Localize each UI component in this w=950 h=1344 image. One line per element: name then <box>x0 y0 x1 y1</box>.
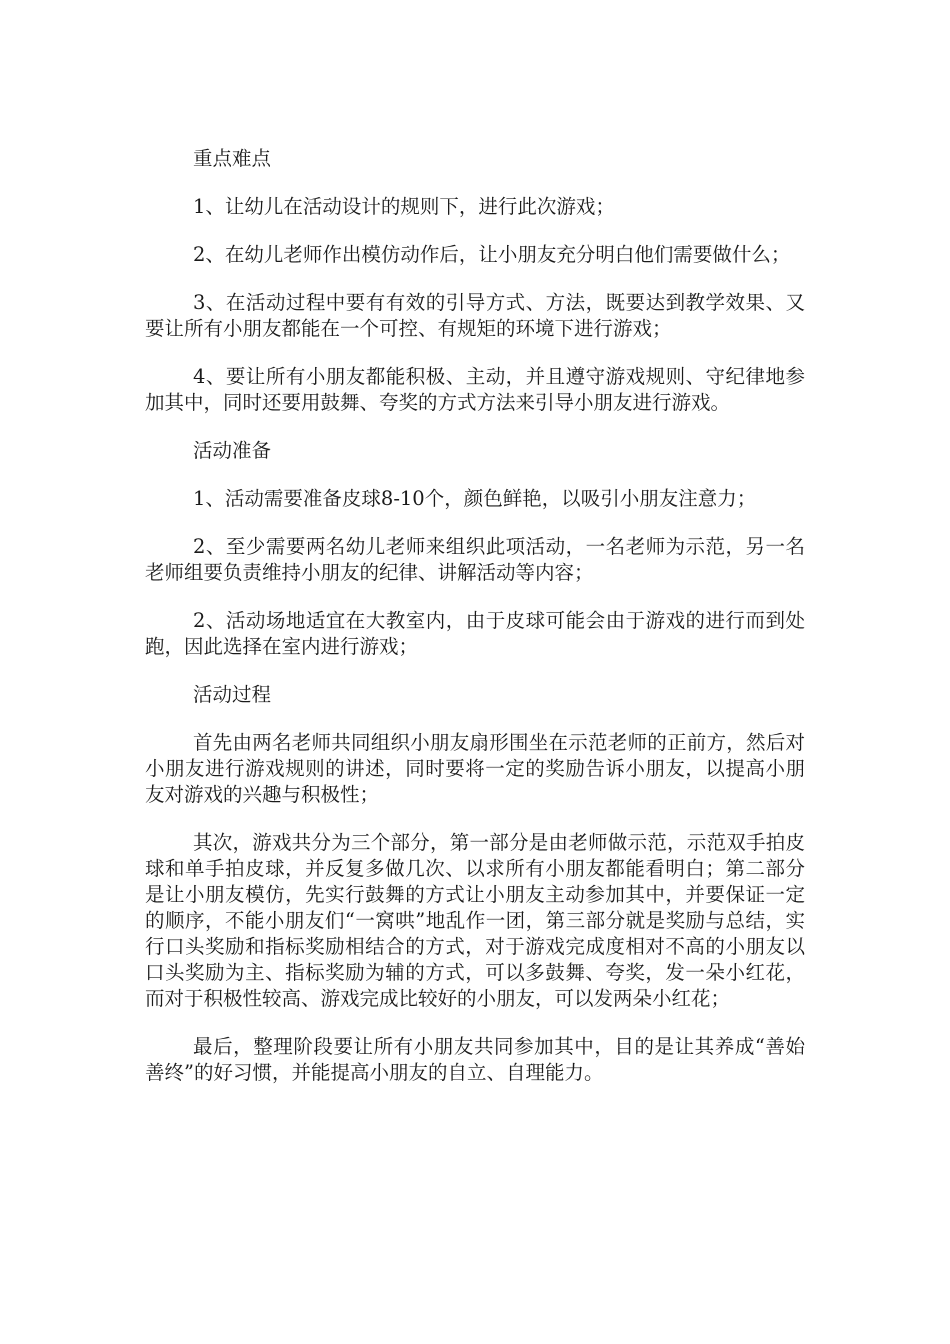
paragraph: 2、在幼儿老师作出模仿动作后，让小朋友充分明白他们需要做什么； <box>193 243 791 266</box>
paragraph: 其次，游戏共分为三个部分，第一部分是由老师做示范，示范双手拍皮球和单手拍皮球，并反复多做几次、以求所有小朋友都能看明白；第二部分是让小朋友模仿，先实行鼓舞的方式让小朋友主动参加其中，并要保证一定的顺序，不能小朋友们“一窝哄”地乱作一团，第三部分就是奖励与总结，实行口头奖励和指标奖励相结合的方式，对于游戏完成度相对不高的小朋友以口头奖励为主、指标奖励为辅的方式，可以多鼓舞、夸奖，发一朵小红花，而对于积极性较高、游戏完成比较好的小朋友，可以发两朵小红花； <box>145 831 805 1010</box>
document-page <box>145 146 805 1108</box>
section-heading-key-points: 重点难点 <box>193 147 272 170</box>
section-heading-process: 活动过程 <box>193 683 272 706</box>
paragraph: 3、在活动过程中要有有效的引导方式、方法，既要达到教学效果、又要让所有小朋友都能在一个可控、有规矩的环境下进行游戏； <box>145 291 805 340</box>
section-heading-preparation: 活动准备 <box>193 439 272 462</box>
paragraph: 首先由两名老师共同组织小朋友扇形围坐在示范老师的正前方，然后对小朋友进行游戏规则的讲述，同时要将一定的奖励告诉小朋友，以提高小朋友对游戏的兴趣与积极性； <box>145 731 805 806</box>
paragraph: 2、活动场地适宜在大教室内，由于皮球可能会由于游戏的进行而到处跑，因此选择在室内进行游戏； <box>145 609 805 658</box>
paragraph: 1、活动需要准备皮球8-10个，颜色鲜艳，以吸引小朋友注意力； <box>193 487 757 510</box>
paragraph: 2、至少需要两名幼儿老师来组织此项活动，一名老师为示范，另一名老师组要负责维持小朋友的纪律、讲解活动等内容； <box>145 535 805 584</box>
paragraph: 最后，整理阶段要让所有小朋友共同参加其中，目的是让其养成“善始善终”的好习惯，并能提高小朋友的自立、自理能力。 <box>145 1035 805 1084</box>
paragraph: 1、让幼儿在活动设计的规则下，进行此次游戏； <box>193 195 615 218</box>
paragraph: 4、要让所有小朋友都能积极、主动，并且遵守游戏规则、守纪律地参加其中，同时还要用鼓舞、夸奖的方式方法来引导小朋友进行游戏。 <box>145 365 805 414</box>
